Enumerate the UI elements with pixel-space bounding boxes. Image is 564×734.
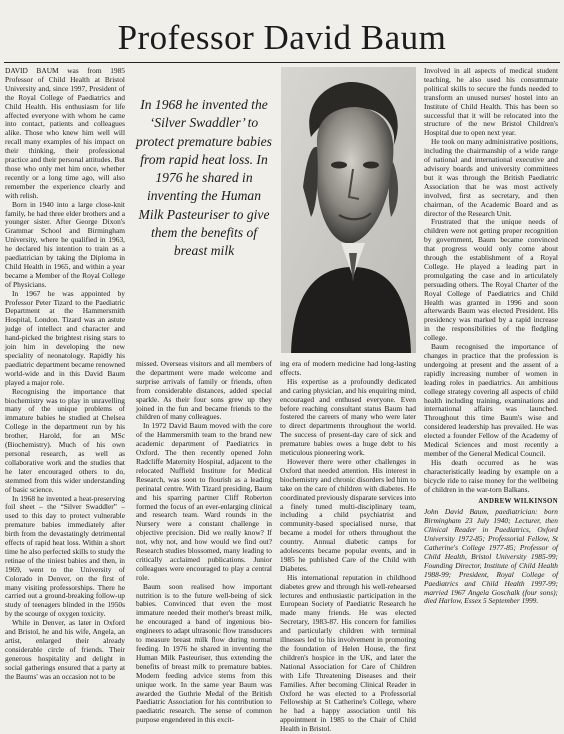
- portrait-illustration: [281, 67, 416, 353]
- paragraph: In 1967 he was appointed by Professor Peter Tizard to the Paediatric Department at the Hammersmith Hospital, London. Tizard was an astute judge of intellect and character and hand-picked the brightest rising stars to join him in developing the new speciality of neonatology. Rapidly his paediatric department became renowned world-wide and in this David Baum played a major role.: [5, 288, 125, 387]
- paragraph: Born in 1940 into a large close-knit family, he had three elder brothers and a younger sister. After George Dixon's Grammar School and Birmingham University, where he qualified in 1963, he declared his intention to train as a paediatrician by taking the Diploma in Child Health in 1965, and within a year became a Member of the Royal College of Physicians.: [5, 199, 125, 289]
- headline: Professor David Baum: [117, 18, 447, 57]
- paragraph: Frustrated that the unique needs of children were not getting proper recognition by government, Baum became convinced that progress would only come about through the establishment of a Royal College. He played a leading part in promulgating the case and in articulately persuading others. The Royal Charter of the Royal College of Paediatrics and Child Health was granted in 1996 and soon afterwards Baum was elected President. His presidency was marked by a rapid increase in the responsibilities of the fledgling college.: [424, 217, 558, 343]
- paragraph: Baum recognised the importance of changes in practice that the profession is undergoing at present and the assent of a rapidly increasing number of women in leading roles in paediatrics. An ambitious college strategy covering all aspects of child health including training, examinations and international affairs was launched. Throughout this time Baum's wise and considered leadership has prevailed. He was elected a founder Fellow of the Academy of Medical Sciences and most recently a member of the General Medical Council.: [424, 342, 558, 458]
- paragraph: missed. Overseas visitors and all members of the department were made welcome and surprise arrivals of family or friends, often from considerable distances, added special sparkle. As their four sons grew up they joined in the fun and became friends to the children of many colleagues.: [136, 359, 272, 422]
- paragraph: ing era of modern medicine had long-lasting effects.: [280, 359, 416, 377]
- column-4: [424, 67, 558, 667]
- portrait-photo: [281, 67, 416, 353]
- paragraph: Baum soon realised how important nutrition is to the future well-being of sick babies. Convinced that even the most immature needed their mother's breast milk, he encouraged a band of ingenious bio-engineers to adapt ultrasonic flow transducers to measure breast milk flow during normal feeding. In 1976 he shared in inventing the Human Milk Pasteuriser, thus extending the benefits of breast milk to premature babies. Modern feeding advice stems from this unique work. In the same year Baum was awarded the Guthrie Medal of the British Paediatric Association for his contribution to paediatric research. The sense of common purpose engendered in this excit-: [136, 581, 272, 725]
- pull-quote: In 1968 he invented the ‘Silver Swaddler’ to protect premature babies from rapid heat loss. In 1976 he shared in inventing the Human Milk Pasteuriser to give them the benefits of breast milk: [136, 97, 272, 259]
- column-3: [280, 359, 416, 734]
- paragraph: While in Denver, as later in Oxford and Bristol, he and his wife, Angela, an artist, enlarged their already considerable circle of friends. Their generous hospitality and delight in social gatherings ensured that a party at the Baums' was an occasion not to be: [5, 618, 125, 681]
- paragraph: His expertise as a profoundly dedicated and caring physician, and his enquiring mind, encouraged and enthused everyone. Even before reaching consultant status Baum had fostered the careers of many who were later to direct departments throughout the world. The success of present-day care of sick and premature babies owes a huge debt to his meticulous pioneering work.: [280, 376, 416, 458]
- paragraph: Recognising the importance that biochemistry was to play in unravelling many of the unique problems of immature babies he studied at Chelsea College in the department run by his brother, Harold, for an MSc (Biochemistry). Much of his own personal research, as well as collaborative work and the studies that he later encouraged others to do, stemmed from this wider understanding of basic science.: [5, 386, 125, 494]
- divider: [4, 62, 560, 63]
- paragraph: His death occurred as he was characteristically leading by example on a bicycle ride to raise money for the wellbeing of children in the war-torn Balkans.: [424, 457, 558, 494]
- column-1: [5, 66, 125, 681]
- biographical-note: John David Baum, paediatrician: born Birmingham 23 July 1940; Lecturer, then Clinical Reader in Paediatrics, Oxford University 1972-85; Professorial Fellow, St Catherine's College 1977-85; Professor of Child Health, Bristol University 1985-99; Founding Director, Institute of Child Health 1988-99; President, Royal College of Paediatrics and Child Health 1997-99; married 1967 Angela Goschalk (four sons); died Harlow, Essex 5 September 1999.: [424, 507, 558, 606]
- paragraph: DAVID BAUM was from 1985 Professor of Child Health at Bristol University and, since 1997, President of the Royal College of Paediatrics and Child Health. His enthusiasm for life affected everyone with whom he came into contact, patients and colleagues alike. Those who knew him well will recall many examples of his impact on their thinking, their professional practice and their personal attitudes. But those who only met him once, whether recently or a long time ago, will also remember the experience clearly and with relish.: [5, 66, 125, 200]
- paragraph: His international reputation in childhood diabetes grew and through his well-rehearsed lectures and enthusiastic participation in the European Society of Paediatric Research he made many friends. He was elected Secretary, 1983-87. His concern for families and particularly children with terminal illnesses led to his involvement in promoting the foundation of Helen House, the first children's hospice in the UK, and later the National Association for Care of Children with Life Threatening Diseases and their Families. After becoming Clinical Reader in Oxford he was elected to a Professorial Fellowship at St Catherine's College, where he had a happy association until his appointment in 1985 to the Chair of Child Health in Bristol.: [280, 572, 416, 734]
- paragraph: He took on many administrative positions, including the chairmanship of a wide range of national and international executive and advisory boards and university committees but it was through the British Paediatric Association that he was most actively involved, first as secretary, and then chairman, of the Academic Board and as director of the Research Unit.: [424, 137, 558, 218]
- paragraph: In 1968 he invented a heat-preserving foil sheet – the “Silver Swaddler” – used to this day to protect vulnerable premature babies immediately after birth from the devastatingly detrimental effects of rapid heat loss. Within a short time he also perfected skills to study the retinae of the tiniest babies and then, in 1969, went to the University of Colorado in Denver, on the first of many visiting professorships. There he carried out a ground-breaking follow-up study of teenagers blinded in the 1950s by the scourge of oxygen toxicity.: [5, 493, 125, 619]
- column-2: [136, 359, 272, 725]
- paragraph: In 1972 David Baum moved with the core of the Hammersmith team to the brand new academic department of Paediatrics in Oxford. The then recently opened John Radcliffe Maternity Hospital, adjacent to the relocated Nuffield Institute for Medical Research, was soon to flourish as a leading perinatal centre. With Tizard presiding, Baum and his sparring partner Cliff Roberton formed the focus of an ever-enlarging clinical and research team. Ward rounds in the Nursery were a constant challenge in objective precision. Did we really know? If not, why not, and how would we find out? Research studies blossomed, many leading to critically acclaimed publications. Junior colleagues were encouraged to play a central role.: [136, 421, 272, 582]
- paragraph: However there were other challenges in Oxford that needed attention. His interest in biochemistry and chronic disorders led him to take on the care of children with diabetes. He coordinated previously disparate services into a finely tuned multi-disciplinary team, including a child psychiatrist and community-based specialised nurse, that became a model for others throughout the country. Annual diabetic camps for adolescents became popular events, and in 1985 he published Care of the Child with Diabetes.: [280, 456, 416, 573]
- paragraph: Involved in all aspects of medical student teaching, he also used his consummate political skills to secure the funds needed to transform an unused nurses' hostel into an Institute of Child Health. This has been so successful that it will be relocated into the structure of the new Bristol Children's Hospital due to open next year.: [424, 66, 558, 138]
- byline: ANDREW WILKINSON: [478, 497, 558, 505]
